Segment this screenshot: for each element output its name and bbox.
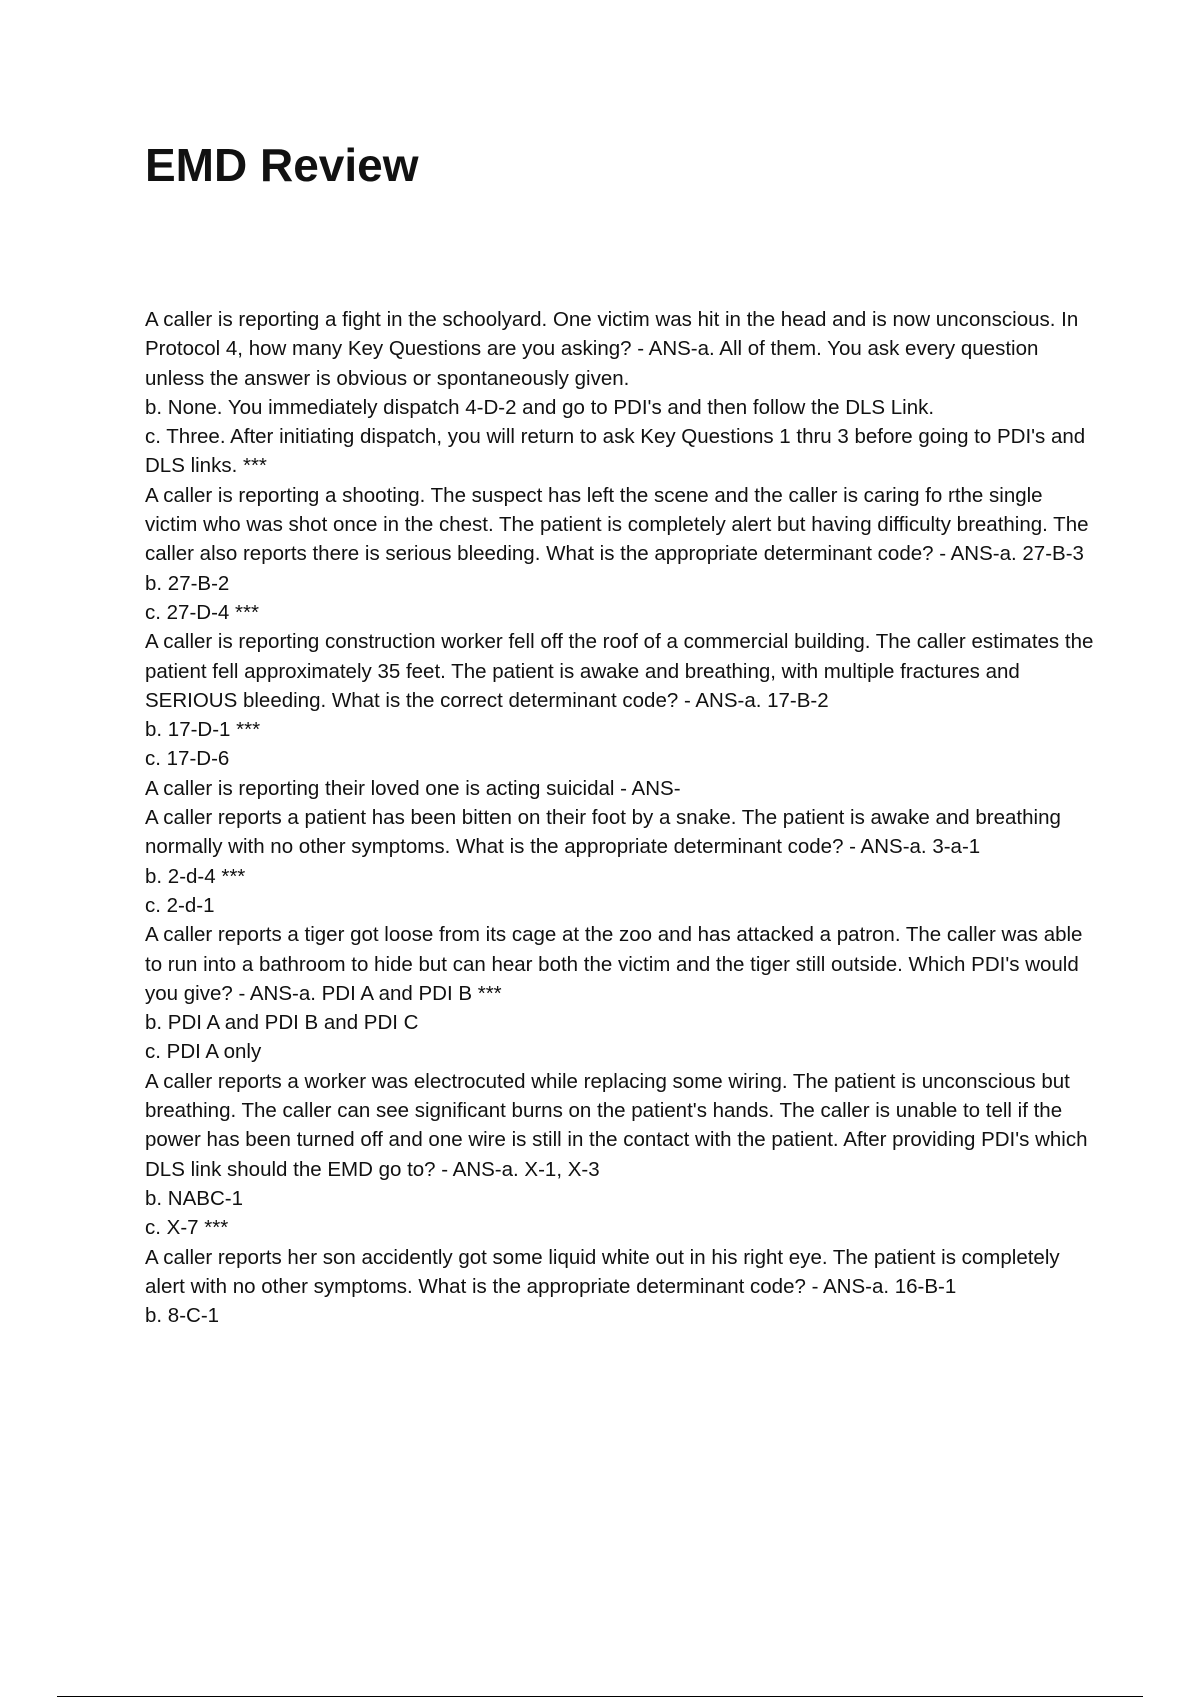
- answer-option: c. 27-D-4 ***: [145, 600, 259, 624]
- question-text: A caller is reporting construction worker fell off the roof of a commercial building. The caller estimates the patient fell approximately 35 feet. The patient is awake and breathing, with multiple fractures and SERIOUS bleeding. What is the correct determinant code? - ANS-a. 17-B-2: [145, 630, 1094, 712]
- question-text: A caller is reporting a fight in the schoolyard. One victim was hit in the head and is now unconscious. In Protocol 4, how many Key Questions are you asking? - ANS-a. All of them. You ask every question unless the answer is obvious or spontaneously given.: [145, 308, 1079, 390]
- answer-option: b. None. You immediately dispatch 4-D-2 and go to PDI's and then follow the DLS Link.: [145, 395, 935, 419]
- answer-option: b. NABC-1: [145, 1186, 243, 1210]
- answer-option: c. 17-D-6: [145, 747, 230, 771]
- question-text: A caller is reporting their loved one is acting suicidal - ANS-: [145, 776, 681, 800]
- question-text: A caller reports a worker was electrocuted while replacing some wiring. The patient is unconscious but breathing. The caller can see significant burns on the patient's hands. The caller is unable to tell if the power has been turned off and one wire is still in the contact with the patient. After providing PDI's which DLS link should the EMD go to? - ANS-a. X-1, X-3: [145, 1069, 1088, 1181]
- question-text: A caller reports her son accidently got some liquid white out in his right eye. The patient is completely alert with no other symptoms. What is the appropriate determinant code? - ANS-a. 16-B-1: [145, 1245, 1060, 1298]
- question-text: A caller is reporting a shooting. The suspect has left the scene and the caller is caring fo rthe single victim who was shot once in the chest. The patient is completely alert but having difficulty breathing. The caller also reports there is serious bleeding. What is the appropriate determinant code? - ANS-a. 27-B-3: [145, 483, 1089, 566]
- question-text: A caller reports a tiger got loose from its cage at the zoo and has attacked a patron. The caller was able to run into a bathroom to hide but can hear both the victim and the tiger still outside. Which PDI's would you give? - ANS-a. PDI A and PDI B ***: [145, 923, 1083, 1005]
- answer-option: b. 8-C-1: [145, 1304, 220, 1328]
- answer-option: c. PDI A only: [145, 1040, 262, 1064]
- document-body: [145, 305, 1095, 1330]
- answer-option: c. X-7 ***: [145, 1216, 229, 1240]
- answer-option: b. PDI A and PDI B and PDI C: [145, 1011, 419, 1035]
- footer-divider: [57, 1696, 1143, 1697]
- page-title: EMD Review: [145, 139, 419, 191]
- answer-option: b. 2-d-4 ***: [145, 864, 246, 888]
- answer-option: b. 17-D-1 ***: [145, 718, 261, 742]
- answer-option: c. 2-d-1: [145, 893, 215, 917]
- answer-option: b. 27-B-2: [145, 571, 230, 595]
- question-text: A caller reports a patient has been bitten on their foot by a snake. The patient is awake and breathing normally with no other symptoms. What is the appropriate determinant code? - ANS-a. 3-a-1: [145, 806, 1061, 859]
- answer-option: c. Three. After initiating dispatch, you will return to ask Key Questions 1 thru 3 before going to PDI's and DLS links. ***: [145, 425, 1086, 478]
